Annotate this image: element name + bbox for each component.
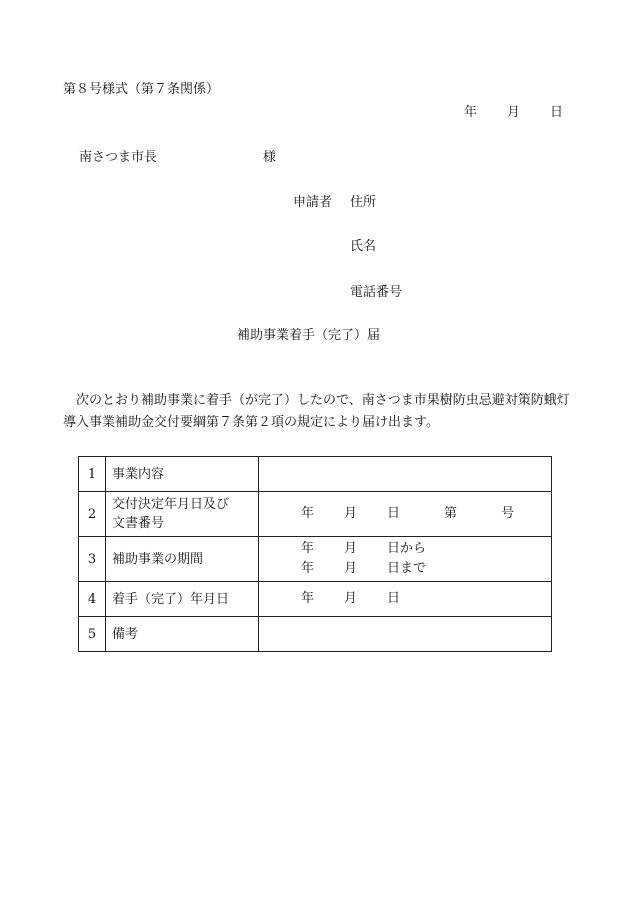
row-label: 着手（完了）年月日 (106, 582, 259, 617)
row-label: 事業内容 (106, 457, 259, 492)
value-day: 日から (387, 541, 427, 556)
row-label: 補助事業の期間 (106, 537, 259, 582)
value-month: 月 (344, 541, 358, 556)
row-label: 備考 (106, 617, 259, 652)
row-label (106, 492, 259, 537)
info-table (78, 456, 552, 652)
period-end (301, 559, 551, 579)
applicant-label: 申請者 (293, 195, 333, 210)
row-label-line: 交付決定年月日及び (112, 497, 230, 512)
row-value (259, 537, 552, 582)
row-number: 3 (79, 537, 106, 582)
table-row (79, 582, 552, 617)
row-value (259, 457, 552, 492)
body-paragraph: 次のとおり補助事業に着手（が完了）したので、南さつま市果樹防虫忌避対策防蛾灯導入事業補助金交付要綱第７条第２項の規定により届け出ます。 (63, 393, 570, 430)
value-month: 月 (344, 506, 358, 521)
phone-label: 電話番号 (350, 285, 403, 300)
period-start (301, 539, 551, 559)
row-number: 5 (79, 617, 106, 652)
row-number: 1 (79, 457, 106, 492)
date-month: 月 (507, 105, 521, 120)
value-year: 年 (301, 591, 315, 606)
row-value (259, 617, 552, 652)
value-month: 月 (344, 561, 358, 576)
value-day: 日まで (387, 561, 427, 576)
table-row (79, 617, 552, 652)
row-label-line: 文書番号 (112, 516, 165, 531)
form-number: 第８号様式（第７条関係） (63, 82, 220, 97)
value-day: 日 (387, 591, 401, 606)
submission-date (464, 106, 563, 119)
row-number: 4 (79, 582, 106, 617)
addressee-honorific: 様 (263, 150, 277, 165)
date-day: 日 (550, 105, 564, 120)
row-value (259, 492, 552, 537)
addressee (79, 150, 277, 165)
name-label: 氏名 (350, 239, 377, 254)
table-row (79, 537, 552, 582)
table-row (79, 492, 552, 537)
value-month: 月 (344, 591, 358, 606)
value-year: 年 (301, 541, 315, 556)
value-year: 年 (301, 506, 315, 521)
table-row (79, 457, 552, 492)
row-value (259, 582, 552, 617)
document-title: 補助事業着手（完了）届 (237, 328, 381, 343)
value-go: 号 (501, 506, 515, 521)
row-number: 2 (79, 492, 106, 537)
date-year: 年 (464, 105, 478, 120)
value-day: 日 (387, 506, 401, 521)
addressee-name: 南さつま市長 (79, 150, 158, 165)
value-dai: 第 (444, 506, 458, 521)
value-year: 年 (301, 561, 315, 576)
address-label: 住所 (350, 195, 377, 210)
